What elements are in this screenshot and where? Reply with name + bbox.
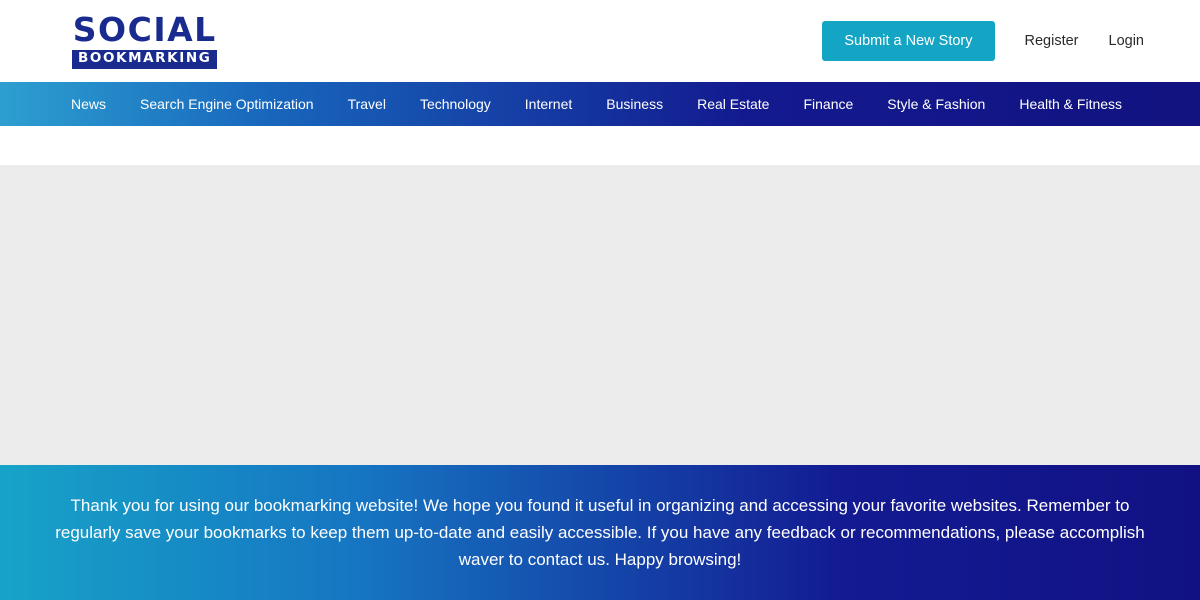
nav-item-finance[interactable]: Finance (803, 96, 854, 112)
site-footer (0, 465, 1200, 600)
nav-item-internet[interactable]: Internet (524, 96, 573, 112)
main-navigation (0, 82, 1200, 126)
nav-item-search-engine-optimization[interactable]: Search Engine Optimization (140, 96, 314, 112)
header-divider-strip (0, 126, 1200, 165)
site-logo[interactable] (72, 10, 217, 69)
logo-text-primary: SOCIAL (72, 10, 217, 50)
site-header (0, 0, 1200, 82)
footer-message: Thank you for using our bookmarking website! We hope you found it useful in organizing and accessing your favorite websites. Remember to regularly save your bookmarks to keep them up-to-date and easily accessible. If you have any feedback or recommendations, please accomplish waver to contact us. Happy browsing! (55, 496, 1145, 569)
nav-item-travel[interactable]: Travel (347, 96, 386, 112)
logo-text-secondary: BOOKMARKING (72, 50, 217, 69)
nav-item-style-fashion[interactable]: Style & Fashion (887, 96, 986, 112)
submit-new-story-button[interactable]: Submit a New Story (822, 21, 994, 61)
nav-item-health-fitness[interactable]: Health & Fitness (1019, 96, 1123, 112)
register-link[interactable]: Register (1024, 33, 1079, 49)
nav-item-real-estate[interactable]: Real Estate (697, 96, 770, 112)
nav-item-business[interactable]: Business (606, 96, 664, 112)
login-link[interactable]: Login (1108, 33, 1144, 49)
main-content-area (0, 165, 1200, 465)
header-actions (822, 21, 1144, 61)
nav-item-news[interactable]: News (71, 96, 107, 112)
nav-item-technology[interactable]: Technology (419, 96, 491, 112)
